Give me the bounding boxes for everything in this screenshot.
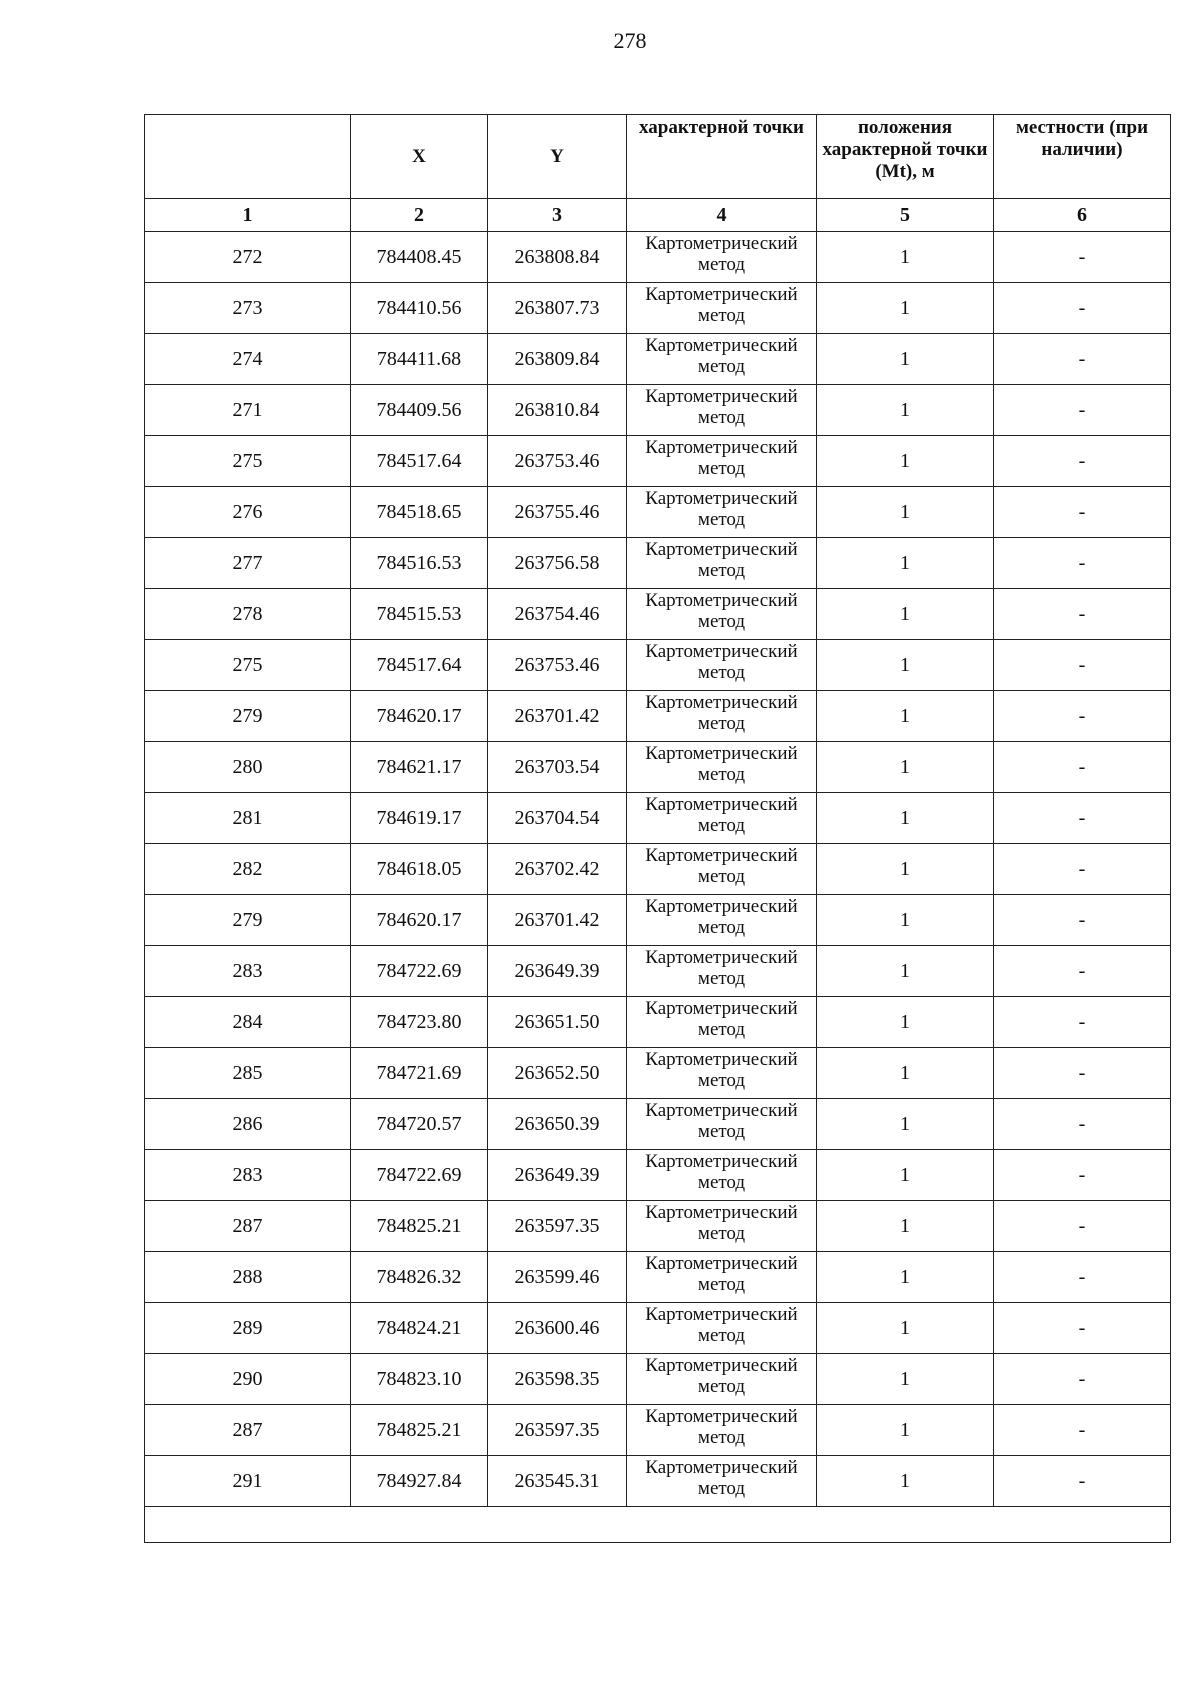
column-number-row: [145, 199, 1171, 232]
method-line-2: метод: [697, 1070, 746, 1091]
header-y: Y: [488, 115, 627, 199]
cell-point-number: 284: [145, 997, 351, 1048]
cell-accuracy: 1: [817, 895, 994, 946]
method-line-1: Картометрический: [645, 1202, 798, 1223]
cell-point-number: 275: [145, 640, 351, 691]
cell-x-coordinate: 784720.57: [351, 1099, 488, 1150]
cell-point-number: 271: [145, 385, 351, 436]
cell-x-coordinate: 784620.17: [351, 895, 488, 946]
cell-method: [627, 640, 817, 691]
method-line-2: метод: [697, 968, 746, 989]
cell-accuracy: 1: [817, 640, 994, 691]
cell-y-coordinate: 263649.39: [488, 1150, 627, 1201]
method-line-1: Картометрический: [645, 1304, 798, 1325]
table-row: [145, 640, 1171, 691]
method-line-2: метод: [697, 254, 746, 275]
cell-description: -: [994, 1303, 1171, 1354]
cell-method: [627, 334, 817, 385]
cell-x-coordinate: 784517.64: [351, 436, 488, 487]
cell-y-coordinate: 263807.73: [488, 283, 627, 334]
cell-accuracy: 1: [817, 1201, 994, 1252]
cell-point-number: 288: [145, 1252, 351, 1303]
method-line-2: метод: [697, 560, 746, 581]
method-line-1: Картометрический: [645, 845, 798, 866]
table-row: [145, 691, 1171, 742]
cell-x-coordinate: 784410.56: [351, 283, 488, 334]
cell-point-number: 282: [145, 844, 351, 895]
cell-point-number: 281: [145, 793, 351, 844]
cell-y-coordinate: 263599.46: [488, 1252, 627, 1303]
method-line-2: метод: [697, 305, 746, 326]
cell-description: -: [994, 1099, 1171, 1150]
cell-point-number: 277: [145, 538, 351, 589]
table-row: [145, 793, 1171, 844]
column-number: 6: [994, 199, 1171, 232]
cell-x-coordinate: 784824.21: [351, 1303, 488, 1354]
cell-description: -: [994, 283, 1171, 334]
method-line-1: Картометрический: [645, 539, 798, 560]
cell-method: [627, 1099, 817, 1150]
cell-method: [627, 1303, 817, 1354]
cell-description: -: [994, 436, 1171, 487]
cell-accuracy: 1: [817, 997, 994, 1048]
cell-description: -: [994, 1354, 1171, 1405]
cell-point-number: 280: [145, 742, 351, 793]
header-x: X: [351, 115, 488, 199]
cell-method: [627, 538, 817, 589]
cell-description: -: [994, 487, 1171, 538]
cell-description: -: [994, 232, 1171, 283]
cell-method: [627, 742, 817, 793]
cell-method: [627, 793, 817, 844]
column-number: 3: [488, 199, 627, 232]
cell-description: -: [994, 844, 1171, 895]
cell-method: [627, 946, 817, 997]
column-number: 2: [351, 199, 488, 232]
cell-method: [627, 1048, 817, 1099]
method-line-1: Картометрический: [645, 947, 798, 968]
cell-method: [627, 1252, 817, 1303]
cell-x-coordinate: 784823.10: [351, 1354, 488, 1405]
cell-x-coordinate: 784515.53: [351, 589, 488, 640]
cell-x-coordinate: 784825.21: [351, 1405, 488, 1456]
method-line-2: метод: [697, 611, 746, 632]
cell-accuracy: 1: [817, 232, 994, 283]
cell-accuracy: 1: [817, 793, 994, 844]
table-row: [145, 946, 1171, 997]
cell-point-number: 275: [145, 436, 351, 487]
cell-point-number: 283: [145, 1150, 351, 1201]
cell-method: [627, 589, 817, 640]
table-row: [145, 334, 1171, 385]
cell-x-coordinate: 784518.65: [351, 487, 488, 538]
table-header-row: [145, 115, 1171, 199]
method-line-2: метод: [697, 662, 746, 683]
cell-y-coordinate: 263701.42: [488, 691, 627, 742]
cell-accuracy: 1: [817, 1048, 994, 1099]
method-line-2: метод: [697, 1274, 746, 1295]
cell-y-coordinate: 263650.39: [488, 1099, 627, 1150]
cell-description: -: [994, 691, 1171, 742]
cell-y-coordinate: 263597.35: [488, 1201, 627, 1252]
cell-point-number: 291: [145, 1456, 351, 1507]
cell-accuracy: 1: [817, 283, 994, 334]
method-line-1: Картометрический: [645, 641, 798, 662]
method-line-2: метод: [697, 815, 746, 836]
method-line-2: метод: [697, 458, 746, 479]
cell-accuracy: 1: [817, 946, 994, 997]
cell-y-coordinate: 263649.39: [488, 946, 627, 997]
method-line-2: метод: [697, 866, 746, 887]
cell-description: -: [994, 895, 1171, 946]
table-row: [145, 1303, 1171, 1354]
cell-x-coordinate: 784411.68: [351, 334, 488, 385]
cell-point-number: 274: [145, 334, 351, 385]
cell-accuracy: 1: [817, 589, 994, 640]
cell-method: [627, 895, 817, 946]
cell-y-coordinate: 263809.84: [488, 334, 627, 385]
cell-y-coordinate: 263545.31: [488, 1456, 627, 1507]
method-line-2: метод: [697, 764, 746, 785]
method-line-1: Картометрический: [645, 233, 798, 254]
cell-y-coordinate: 263704.54: [488, 793, 627, 844]
cell-y-coordinate: 263597.35: [488, 1405, 627, 1456]
method-line-1: Картометрический: [645, 998, 798, 1019]
cell-point-number: 285: [145, 1048, 351, 1099]
cell-accuracy: 1: [817, 436, 994, 487]
cell-point-number: 276: [145, 487, 351, 538]
header-description: местности (при наличии): [994, 115, 1171, 199]
method-line-2: метод: [697, 1019, 746, 1040]
method-line-1: Картометрический: [645, 284, 798, 305]
header-point-number: [145, 115, 351, 199]
method-line-2: метод: [697, 713, 746, 734]
method-line-2: метод: [697, 1325, 746, 1346]
method-line-1: Картометрический: [645, 488, 798, 509]
cell-y-coordinate: 263598.35: [488, 1354, 627, 1405]
cell-accuracy: 1: [817, 1150, 994, 1201]
cell-y-coordinate: 263753.46: [488, 436, 627, 487]
cell-y-coordinate: 263702.42: [488, 844, 627, 895]
cell-method: [627, 1405, 817, 1456]
cell-description: -: [994, 1048, 1171, 1099]
method-line-1: Картометрический: [645, 896, 798, 917]
method-line-2: метод: [697, 1478, 746, 1499]
cell-description: -: [994, 640, 1171, 691]
method-line-1: Картометрический: [645, 1457, 798, 1478]
cell-description: -: [994, 538, 1171, 589]
method-line-1: Картометрический: [645, 437, 798, 458]
cell-y-coordinate: 263810.84: [488, 385, 627, 436]
method-line-1: Картометрический: [645, 743, 798, 764]
cell-y-coordinate: 263756.58: [488, 538, 627, 589]
cell-description: -: [994, 589, 1171, 640]
method-line-2: метод: [697, 1223, 746, 1244]
table-row: [145, 589, 1171, 640]
method-line-1: Картометрический: [645, 335, 798, 356]
cell-method: [627, 844, 817, 895]
method-line-1: Картометрический: [645, 1151, 798, 1172]
method-line-1: Картометрический: [645, 1049, 798, 1070]
method-line-2: метод: [697, 1172, 746, 1193]
method-line-2: метод: [697, 1427, 746, 1448]
table-row: [145, 1405, 1171, 1456]
table-row: [145, 1252, 1171, 1303]
method-line-1: Картометрический: [645, 794, 798, 815]
table-row: [145, 385, 1171, 436]
table-row: [145, 895, 1171, 946]
cell-x-coordinate: 784721.69: [351, 1048, 488, 1099]
cell-method: [627, 385, 817, 436]
cell-accuracy: 1: [817, 1456, 994, 1507]
table-row: [145, 1048, 1171, 1099]
method-line-1: Картометрический: [645, 590, 798, 611]
cell-point-number: 278: [145, 589, 351, 640]
cell-accuracy: 1: [817, 1303, 994, 1354]
cell-point-number: 290: [145, 1354, 351, 1405]
table-row: [145, 1150, 1171, 1201]
cell-y-coordinate: 263754.46: [488, 589, 627, 640]
cell-y-coordinate: 263652.50: [488, 1048, 627, 1099]
cell-method: [627, 691, 817, 742]
column-number: 5: [817, 199, 994, 232]
method-line-1: Картометрический: [645, 1355, 798, 1376]
cell-method: [627, 487, 817, 538]
method-line-2: метод: [697, 509, 746, 530]
cell-method: [627, 1201, 817, 1252]
cell-x-coordinate: 784517.64: [351, 640, 488, 691]
cell-accuracy: 1: [817, 334, 994, 385]
cell-description: -: [994, 997, 1171, 1048]
table-row: [145, 538, 1171, 589]
cell-accuracy: 1: [817, 1354, 994, 1405]
table-row: [145, 742, 1171, 793]
table-row: [145, 232, 1171, 283]
method-line-2: метод: [697, 407, 746, 428]
coordinates-table: [144, 114, 1171, 1543]
cell-point-number: 279: [145, 895, 351, 946]
cell-method: [627, 283, 817, 334]
table-row: [145, 997, 1171, 1048]
cell-description: -: [994, 334, 1171, 385]
cell-x-coordinate: 784516.53: [351, 538, 488, 589]
cell-x-coordinate: 784618.05: [351, 844, 488, 895]
table-row: [145, 844, 1171, 895]
method-line-1: Картометрический: [645, 386, 798, 407]
table-row: [145, 1456, 1171, 1507]
cell-y-coordinate: 263755.46: [488, 487, 627, 538]
table-row: [145, 1201, 1171, 1252]
cell-description: -: [994, 793, 1171, 844]
cell-y-coordinate: 263701.42: [488, 895, 627, 946]
table-row: [145, 283, 1171, 334]
cell-description: -: [994, 1456, 1171, 1507]
cell-y-coordinate: 263808.84: [488, 232, 627, 283]
method-line-1: Картометрический: [645, 1253, 798, 1274]
header-method: характерной точки: [627, 115, 817, 199]
method-line-2: метод: [697, 1121, 746, 1142]
table-row: [145, 436, 1171, 487]
empty-cell: [145, 1507, 1171, 1543]
cell-accuracy: 1: [817, 742, 994, 793]
cell-accuracy: 1: [817, 538, 994, 589]
cell-description: -: [994, 742, 1171, 793]
cell-method: [627, 1456, 817, 1507]
table-row: [145, 1099, 1171, 1150]
cell-description: -: [994, 1201, 1171, 1252]
method-line-1: Картометрический: [645, 692, 798, 713]
cell-x-coordinate: 784825.21: [351, 1201, 488, 1252]
cell-method: [627, 997, 817, 1048]
cell-method: [627, 232, 817, 283]
cell-method: [627, 1354, 817, 1405]
method-line-1: Картометрический: [645, 1100, 798, 1121]
method-line-2: метод: [697, 1376, 746, 1397]
cell-point-number: 289: [145, 1303, 351, 1354]
cell-y-coordinate: 263753.46: [488, 640, 627, 691]
cell-x-coordinate: 784621.17: [351, 742, 488, 793]
cell-point-number: 279: [145, 691, 351, 742]
cell-x-coordinate: 784722.69: [351, 1150, 488, 1201]
cell-x-coordinate: 784409.56: [351, 385, 488, 436]
cell-point-number: 283: [145, 946, 351, 997]
cell-method: [627, 1150, 817, 1201]
cell-accuracy: 1: [817, 1252, 994, 1303]
column-number: 1: [145, 199, 351, 232]
cell-point-number: 287: [145, 1201, 351, 1252]
cell-x-coordinate: 784826.32: [351, 1252, 488, 1303]
cell-accuracy: 1: [817, 844, 994, 895]
cell-accuracy: 1: [817, 691, 994, 742]
cell-point-number: 287: [145, 1405, 351, 1456]
cell-description: -: [994, 1405, 1171, 1456]
cell-description: -: [994, 385, 1171, 436]
column-number: 4: [627, 199, 817, 232]
cell-description: -: [994, 946, 1171, 997]
cell-method: [627, 436, 817, 487]
table-row: [145, 487, 1171, 538]
cell-accuracy: 1: [817, 385, 994, 436]
cell-point-number: 273: [145, 283, 351, 334]
cell-y-coordinate: 263651.50: [488, 997, 627, 1048]
method-line-2: метод: [697, 917, 746, 938]
cell-x-coordinate: 784408.45: [351, 232, 488, 283]
table-row: [145, 1354, 1171, 1405]
cell-x-coordinate: 784619.17: [351, 793, 488, 844]
cell-x-coordinate: 784620.17: [351, 691, 488, 742]
cell-accuracy: 1: [817, 1099, 994, 1150]
cell-description: -: [994, 1150, 1171, 1201]
table-body: [145, 232, 1171, 1543]
method-line-1: Картометрический: [645, 1406, 798, 1427]
method-line-2: метод: [697, 356, 746, 377]
cell-point-number: 286: [145, 1099, 351, 1150]
cell-x-coordinate: 784722.69: [351, 946, 488, 997]
cell-x-coordinate: 784927.84: [351, 1456, 488, 1507]
cell-y-coordinate: 263703.54: [488, 742, 627, 793]
page-number: 278: [613, 28, 647, 53]
cell-x-coordinate: 784723.80: [351, 997, 488, 1048]
cell-point-number: 272: [145, 232, 351, 283]
cell-y-coordinate: 263600.46: [488, 1303, 627, 1354]
cell-accuracy: 1: [817, 1405, 994, 1456]
header-accuracy: положения характерной точки (Mt), м: [817, 115, 994, 199]
cell-accuracy: 1: [817, 487, 994, 538]
table-empty-row: [145, 1507, 1171, 1543]
cell-description: -: [994, 1252, 1171, 1303]
